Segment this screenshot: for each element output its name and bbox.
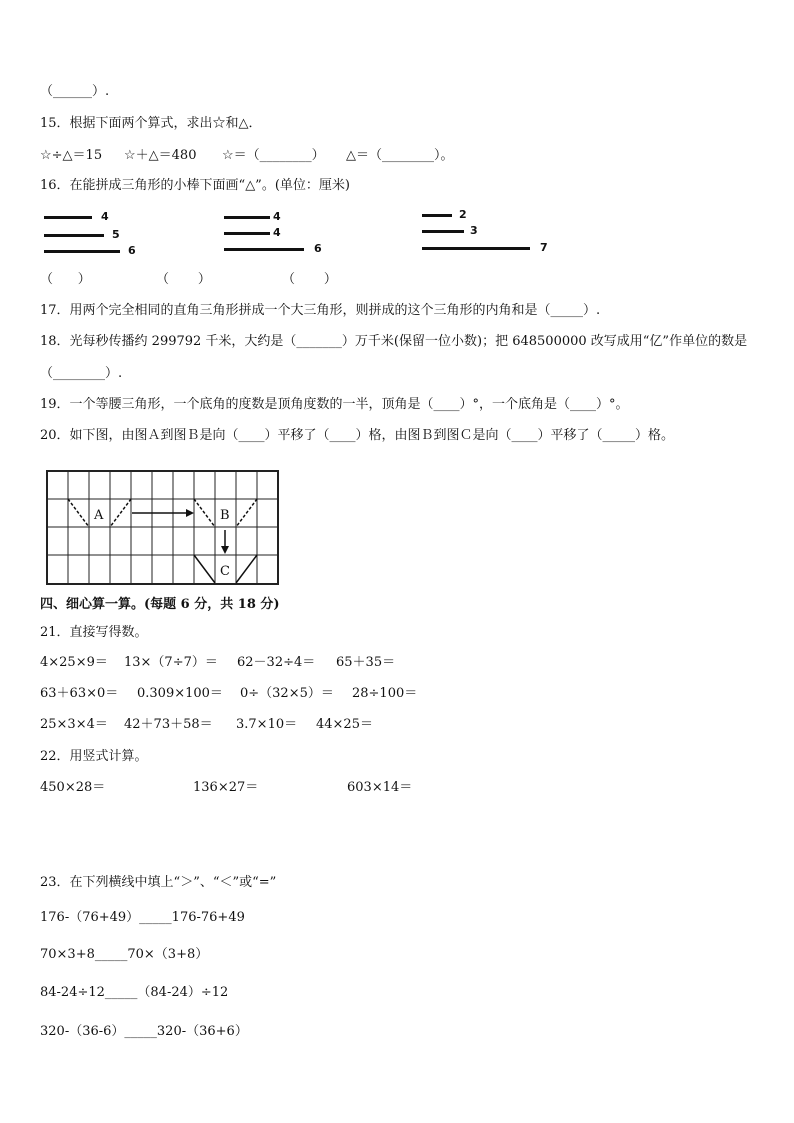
q21-item: 3.7×10＝	[236, 717, 298, 732]
arrow-a-to-b	[132, 509, 194, 517]
q21-item: 0÷（32×5）＝	[240, 686, 334, 701]
q15-answer2: △＝（________）。	[346, 148, 454, 163]
q21-item: 0.309×100＝	[137, 686, 223, 701]
stick	[224, 248, 304, 251]
section-4-heading: 四、细心算一算。(每题 6 分，共 18 分)	[40, 597, 280, 612]
q16-answer-2: （ ）	[156, 272, 211, 287]
stick-length-label: 7	[540, 241, 548, 254]
q23-item: 176-（76+49）_____176-76+49	[40, 910, 245, 925]
stick-group-2	[224, 212, 344, 262]
q16-answer-3: （ ）	[282, 272, 337, 287]
stick	[44, 250, 120, 253]
q17-text: 17．用两个完全相同的直角三角形拼成一个大三角形，则拼成的这个三角形的内角和是（_____）.	[40, 303, 601, 318]
q21-item: 28÷100＝	[352, 686, 418, 701]
shape-a-label: A	[94, 508, 104, 523]
stick-group-1	[44, 212, 164, 262]
stick	[44, 234, 104, 237]
shape-c	[194, 555, 257, 583]
stick-length-label: 6	[128, 244, 136, 257]
stick	[422, 214, 452, 217]
q18-line2: （________）.	[40, 366, 123, 381]
stick-length-label: 4	[273, 226, 281, 239]
stick	[422, 247, 530, 250]
stick	[44, 216, 92, 219]
stick-length-label: 6	[314, 242, 322, 255]
q21-item: 42＋73＋58＝	[124, 717, 213, 732]
q15-answer1: ☆＝（________）	[222, 148, 325, 163]
grid-lines	[47, 471, 278, 584]
stick-length-label: 4	[273, 210, 281, 223]
q15-eq1: ☆÷△＝15	[40, 148, 103, 163]
stick-length-label: 2	[459, 208, 467, 221]
q15-eq2: ☆＋△＝480	[124, 148, 197, 163]
stick-length-label: 4	[101, 210, 109, 223]
stick-length-label: 5	[112, 228, 120, 241]
q22-item: 603×14＝	[347, 780, 413, 795]
q18-line1: 18．光每秒传播约 299792 千米，大约是（_______）万千米(保留一位小数)；把 648500000 改写成用“亿”作单位的数是	[40, 334, 748, 349]
translation-grid-figure	[46, 470, 280, 586]
q21-item: 62－32÷4＝	[237, 655, 316, 670]
arrow-b-to-c	[221, 530, 229, 554]
shape-c-label: C	[220, 564, 230, 579]
stick	[224, 216, 270, 219]
q23-item: 84-24÷12_____（84-24）÷12	[40, 985, 229, 1000]
q21-item: 25×3×4＝	[40, 717, 108, 732]
q23-item: 70×3+8_____70×（3+8）	[40, 947, 209, 962]
q21-item: 13×（7÷7）＝	[124, 655, 218, 670]
stick-group-3	[422, 208, 562, 258]
stick	[422, 230, 464, 233]
q15-text: 15．根据下面两个算式，求出☆和△．	[40, 116, 262, 131]
q21-item: 65＋35＝	[336, 655, 396, 670]
q21-item: 63＋63×0＝	[40, 686, 119, 701]
q21-item: 4×25×9＝	[40, 655, 108, 670]
q22-text: 22．用竖式计算。	[40, 749, 148, 764]
q19-text: 19．一个等腰三角形，一个底角的度数是顶角度数的一半，顶角是（____）°，一个底角是（____）°。	[40, 397, 629, 412]
q23-text: 23．在下列横线中填上“＞”、“＜”或“=”	[40, 875, 277, 890]
q16-text: 16．在能拼成三角形的小棒下面画“△”。(单位：厘米)	[40, 178, 350, 193]
q20-text: 20．如下图，由图Ａ到图Ｂ是向（____）平移了（____）格，由图Ｂ到图Ｃ是向（____）平移了（_____）格。	[40, 428, 675, 443]
shape-b-label: B	[220, 508, 230, 523]
q21-item: 44×25＝	[316, 717, 373, 732]
q22-item: 136×27＝	[193, 780, 259, 795]
q23-item: 320-（36-6）_____320-（36+6）	[40, 1024, 248, 1039]
stick-length-label: 3	[470, 224, 478, 237]
q22-item: 450×28＝	[40, 780, 106, 795]
shape-b	[194, 499, 257, 527]
q14-tail: （______）.	[40, 84, 110, 99]
q16-answer-1: （ ）	[40, 272, 91, 287]
shape-a	[68, 499, 131, 527]
q21-text: 21．直接写得数。	[40, 625, 148, 640]
stick	[224, 232, 270, 235]
